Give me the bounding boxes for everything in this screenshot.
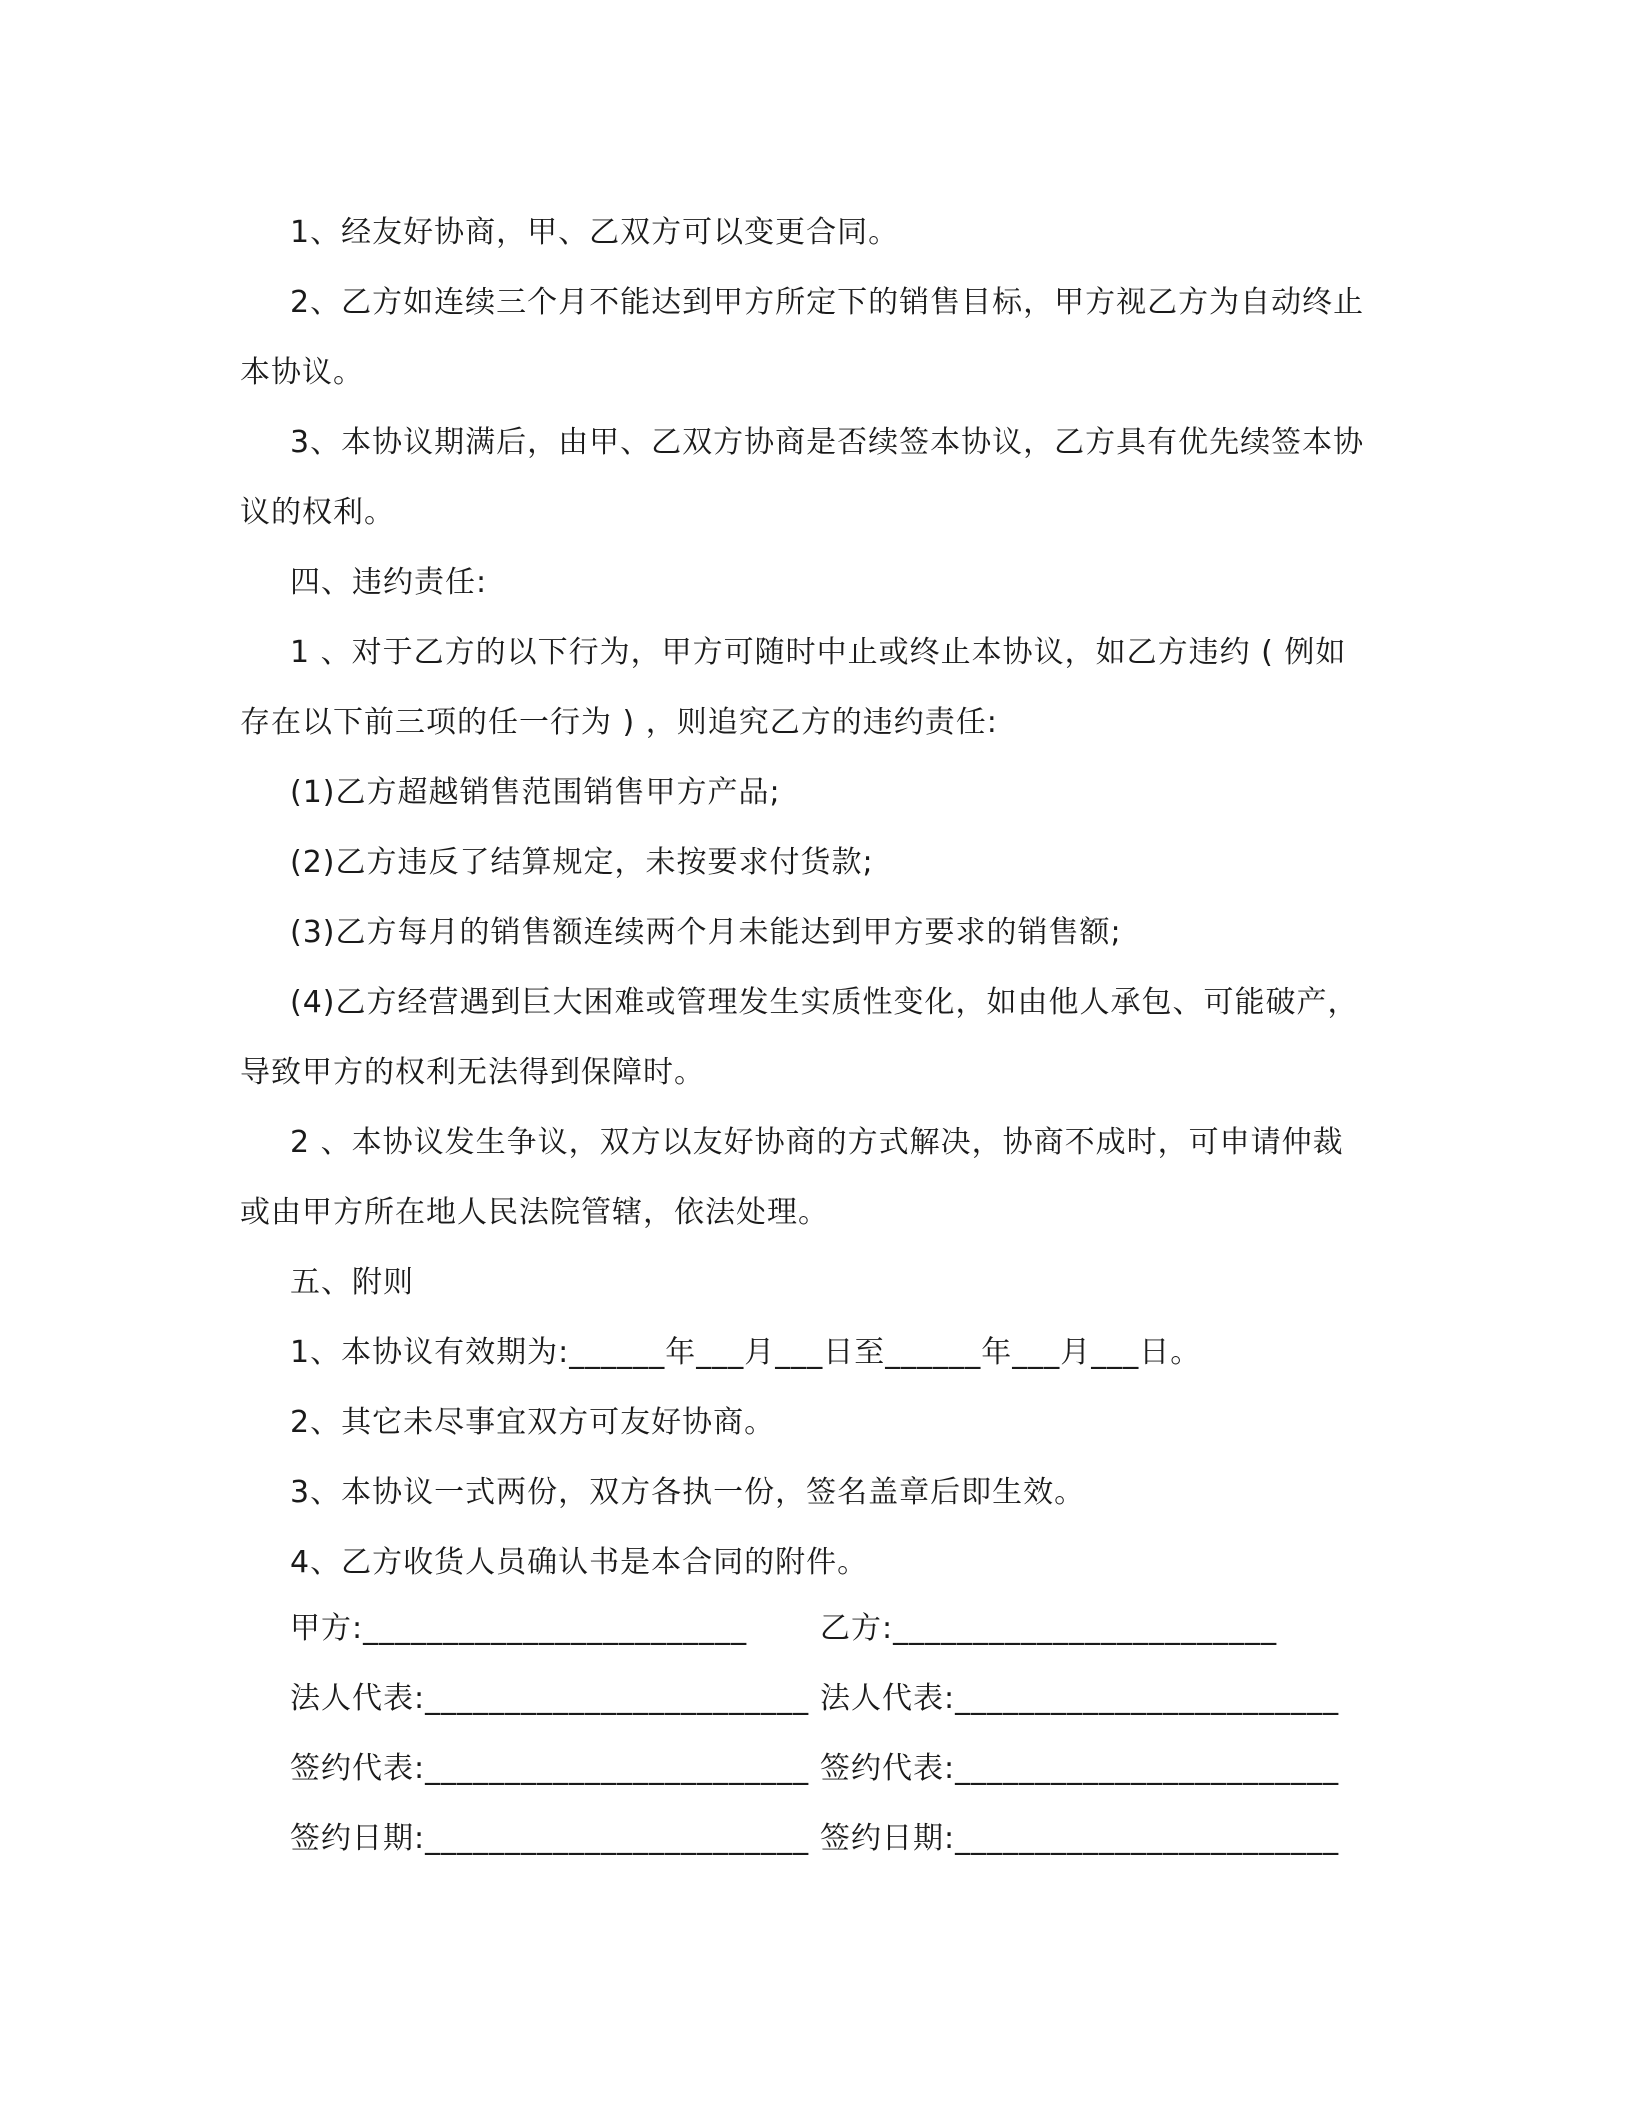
party-b-signing-rep-field: 签约代表:________________________ — [820, 1751, 1340, 1786]
signature-block — [290, 1590, 1390, 1870]
contract-body — [240, 198, 1370, 1598]
paragraph-liability-1: 1 、对于乙方的以下行为，甲方可随时中止或终止本协议，如乙方违约 ( 例如存在以下前三项的任一行为 ) ，则追究乙方的违约责任: — [240, 635, 1347, 740]
signature-row-signing-rep — [290, 1730, 1390, 1800]
party-a-date-field: 签约日期:________________________ — [290, 1821, 810, 1856]
list-item-2: (2)乙方违反了结算规定，未按要求付货款; — [290, 845, 874, 880]
paragraph-renewal: 3、本协议期满后，由甲、乙双方协商是否续签本协议，乙方具有优先续签本协议的权利。 — [240, 425, 1365, 530]
signature-row-party — [290, 1590, 1390, 1660]
paragraph-attachment: 4、乙方收货人员确认书是本合同的附件。 — [290, 1545, 869, 1580]
party-a-legal-rep-field: 法人代表:________________________ — [290, 1681, 810, 1716]
section-heading-liability: 四、违约责任: — [290, 565, 488, 600]
party-a-field: 甲方:________________________ — [290, 1611, 748, 1646]
list-item-3: (3)乙方每月的销售额连续两个月未能达到甲方要求的销售额; — [290, 915, 1122, 950]
paragraph-change-contract: 1、经友好协商，甲、乙双方可以变更合同。 — [290, 215, 900, 250]
paragraph-dispute: 2 、本协议发生争议，双方以友好协商的方式解决，协商不成时，可申请仲裁或由甲方所在地人民法院管辖，依法处理。 — [240, 1125, 1344, 1230]
paragraph-other-matters: 2、其它未尽事宜双方可友好协商。 — [290, 1405, 776, 1440]
signature-row-date — [290, 1800, 1390, 1870]
paragraph-copies: 3、本协议一式两份，双方各执一份，签名盖章后即生效。 — [290, 1475, 1086, 1510]
party-b-date-field: 签约日期:________________________ — [820, 1821, 1340, 1856]
signature-row-legal-rep — [290, 1660, 1390, 1730]
list-item-4: (4)乙方经营遇到巨大困难或管理发生实质性变化，如由他人承包、可能破产，导致甲方的权利无法得到保障时。 — [240, 985, 1359, 1090]
section-heading-appendix: 五、附则 — [290, 1265, 414, 1300]
paragraph-sales-target: 2、乙方如连续三个月不能达到甲方所定下的销售目标，甲方视乙方为自动终止本协议。 — [240, 285, 1365, 390]
list-item-1: (1)乙方超越销售范围销售甲方产品; — [290, 775, 781, 810]
party-a-signing-rep-field: 签约代表:________________________ — [290, 1751, 810, 1786]
paragraph-validity: 1、本协议有效期为:______年___月___日至______年___月___日。 — [290, 1335, 1202, 1370]
party-b-legal-rep-field: 法人代表:________________________ — [820, 1681, 1340, 1716]
party-b-field: 乙方:________________________ — [820, 1611, 1278, 1646]
